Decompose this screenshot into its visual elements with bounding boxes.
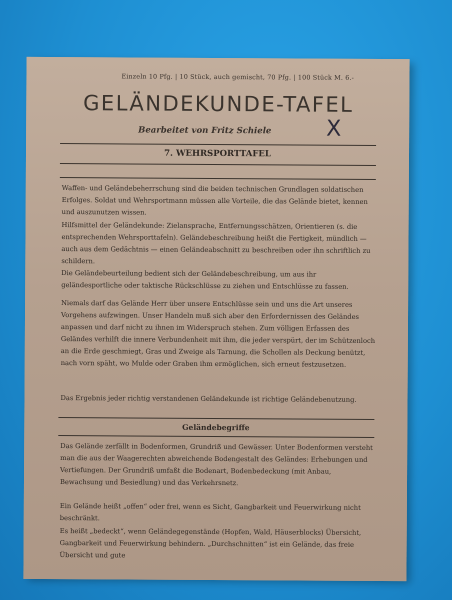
- definitions-title: Geländebegriffe: [182, 422, 250, 433]
- paragraph: Niemals darf das Gelände Herr über unsere Entschlüsse sein und uns die Art unseres Vorgehens aufzwingen. Unser Handeln muß sich aber den Erfordernissen des Geländes anpassen und darf nicht zu ihnen im Widerspruch stehen. Zum völligen Erfassen des Geländes verhilft die innere Verbundenheit mit ihm, die jeder verspürt, der im Schützenloch an die Erde geschmiegt, Gras und Zweige als Tarnung, die Schollen als Deckung benützt, nach vorn späht, wo Mulde oder Graben ihm ermöglichen, sich erneut festzusetzen.: [60, 299, 376, 369]
- paragraph: Hilfsmittel der Geländekunde: Zielansprache, Entfernungsschätzen, Orientieren (s. die entsprechenden Wehrsporttafeln). Geländebeschreibung heißt die Fertigkeit, mündlich — auch aus dem Gedächtnis — einen Geländeabschnitt zu beschreiben oder ihn schriftlich zu schildern.: [61, 221, 371, 266]
- definition-paragraph: Ein Gelände heißt „offen“ oder frei, wenn es Sicht, Gangbarkeit und Feuerwirkung nicht beschränkt.: [59, 502, 361, 523]
- definition-paragraph: Es heißt „bedeckt“, wenn Geländegegenstände (Hopfen, Wald, Häuserblocks) Übersicht, Gangbarkeit und Feuerwirkung behindern. „Durchschnitten“ ist ein Gelände, das freie Übersicht und gute: [59, 527, 362, 560]
- section-title: 7. WEHRSPORTTAFEL: [164, 148, 271, 160]
- paragraph: Das Ergebnis jeder richtig verstandenen Geländekunde ist richtige Geländebenutzung.: [60, 394, 357, 404]
- paragraph: Die Geländebeurteilung bedient sich der Geländebeschreibung, um aus ihr geländesportliche oder taktische Rückschlüsse zu ziehen und Entschlüsse zu fassen.: [61, 269, 349, 291]
- divider: [58, 417, 374, 420]
- divider: [60, 177, 376, 180]
- price-line: Einzeln 10 Pfg. | 10 Stück, auch gemischt, 70 Pfg. | 100 Stück M. 6.-: [121, 72, 354, 82]
- divider: [58, 435, 374, 438]
- divider: [60, 143, 376, 146]
- divider: [60, 163, 376, 166]
- handwritten-mark: X: [326, 116, 342, 142]
- paragraph: Waffen- und Geländebeherrschung sind die beiden technischen Grundlagen soldatischen Erfolges. Soldat und Wehrsportmann müssen alle Vorteile, die das Gelände bietet, kennen und auszunutzen wissen.: [61, 184, 368, 217]
- document-title: GELÄNDEKUNDE-TAFEL: [83, 91, 354, 117]
- document-subtitle: Bearbeitet von Fritz Schiele: [138, 125, 272, 137]
- definition-paragraph: Das Gelände zerfällt in Bodenformen, Grundriß und Gewässer. Unter Bodenformen versteht man die aus der Waagerechten abweichende Bodengestalt des Geländes: Erhebungen und Vertiefungen. Der Grundriß umfaßt die Bodenart, Bodenbedeckung (mit Anbau, Bewachsung und Besiedlung) und das Verkehrsnetz.: [59, 442, 373, 488]
- document-sheet: [23, 57, 409, 581]
